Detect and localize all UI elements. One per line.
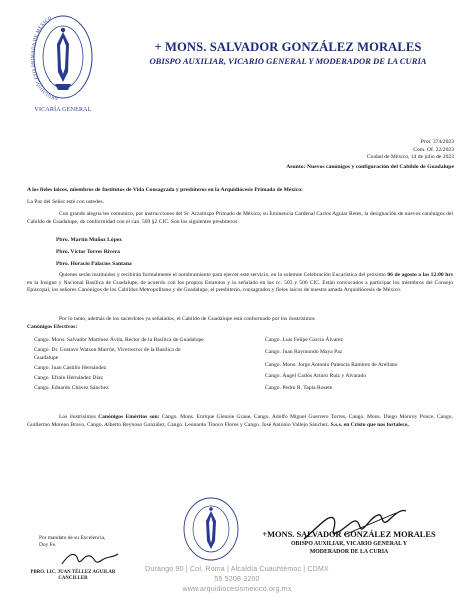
- addressee: A los fieles laicos, miembros de Institutos de Vida Consagrada y presbíteros en la Arquidiócesis Primada de México:: [27, 187, 303, 193]
- paragraph-designation: Con grande alegría les comunico, por instrucciones del Sr. Arzobispo Primado de México, su Eminencia Cardenal Carlos Aguiar Retes, la designación de nuevos canónigos del Cabildo de Guadalupe, de conformidad con el can. 509 §2 CIC. Son los siguientes presbíteros:: [27, 211, 453, 225]
- mandate-line: Por mandato de su Excelencia,: [39, 535, 106, 541]
- paragraph-ceremony: [27, 272, 453, 295]
- letterhead-subtitle: OBISPO AUXILIAR, VICARIO GENERAL Y MODERADOR DE LA CURIA: [149, 56, 427, 66]
- place-date: Ciudad de México, 14 de julio de 2023: [366, 154, 454, 161]
- seal-caption: VICARÍA GENERAL: [34, 107, 92, 113]
- emeritus-heading: Canónigos Eméritos son:: [98, 414, 160, 420]
- list-item: Pbro. Víctor Torres Rivera: [56, 249, 120, 255]
- chancellor-block: [28, 570, 118, 582]
- list-item: Cango. Mons. Jorge Antonio Palencia Ramírez de Arellano: [265, 361, 398, 368]
- archdiocese-seal-icon: [30, 10, 96, 106]
- effective-canons-heading: Canónigos Efectivos:: [27, 323, 78, 330]
- list-item: Cango. Ángel Carlos Arturo Ruiz y Alvarado: [265, 372, 367, 379]
- signer-name: +MONS. SALVADOR GONZÁLEZ MORALES: [262, 530, 436, 539]
- list-item: Cango. Pedro R. Tapia Rosete: [265, 385, 333, 392]
- footer-address: Durango 90 | Col. Roma | Alcaldía Cuauhtémoc | CDMX: [145, 566, 329, 573]
- paragraph-emeritus: [27, 414, 453, 429]
- signature-scribble-icon: [300, 505, 410, 545]
- effective-canons-right: [265, 337, 445, 392]
- ceremony-text-c: en la Insigne y Nacional Basílica de Guadalupe, de acuerdo con los propios Estatutos y lo señalado en los cc. 503 y 506 CIC. Están convocados a participar los miembros del Consejo Episcopal, los señores Canónigos de los Cabildos Metropolitano y de Guadalupe, el presbiterio, consagrados y fieles laicos de nuestra amada Arquidiócesis de México.: [27, 279, 453, 293]
- emeritus-names: Cango. Mons. Enrique Glennie Graue, Cango. Adolfo Miguel Guerrero Torres, Cango. Mons. Diego Monroy Ponce, Cango. Guillermo Moreno Bravo, Cango. Alberto Reynoso González, Cango. Leonardo Tinoco Flores y Cango. José Antonio Vallejo Sánchez.: [27, 414, 454, 428]
- emeritus-intro: Los ilustrísimos: [59, 414, 99, 420]
- letterhead-title: + MONS. SALVADOR GONZÁLEZ MORALES: [154, 40, 422, 54]
- seal-ring-text: ARQUIDIÓCESIS PRIMADA DE MÉXICO: [30, 14, 59, 102]
- list-item: Pbro. Martín Muñoz López: [56, 237, 122, 243]
- signer-title-line2: MODERADOR DE LA CURIA: [309, 549, 389, 555]
- footer-website[interactable]: www.arquidiocesismexico.org.mx: [182, 586, 292, 593]
- footer-phone: 55 5208 3200: [214, 576, 260, 583]
- reference-block: [367, 139, 454, 162]
- new-canons-list: [56, 234, 256, 270]
- prot-number: Prot. 374/2023: [420, 139, 454, 145]
- effective-canons-left: [34, 337, 204, 393]
- greeting: La Paz del Señor esté con ustedes.: [27, 199, 104, 205]
- archdiocese-footer-seal-icon: [180, 495, 242, 567]
- list-item: Pbro. Horacio Palacios Santana: [56, 261, 132, 267]
- list-item: Cango. Juan Raymundo Maya Paz: [265, 349, 343, 356]
- com-number: Com. Of. 22/2023: [413, 146, 454, 153]
- list-item: Cango. Luis Felipe García Álvarez: [265, 337, 344, 343]
- list-item: Cango. Juan Castillo Hernández: [34, 364, 107, 371]
- list-item: Cango. Efraín Hernández Díaz: [34, 375, 103, 382]
- list-item: Cango. Dr. Gustavo Watson Marrón, Vicerrector de la Basílica de Guadalupe: [34, 347, 181, 361]
- ceremony-text-a: Quienes serán instituidos y recibirán formalmente el nombramiento para ejercer este servicio, en la solemne Celebración Eucarística del próximo: [59, 272, 388, 278]
- faith-line: Doy Fe.: [39, 542, 57, 548]
- ceremony-date: 06 de agosto a las 12:00 hrs: [387, 272, 453, 278]
- list-item: Cango. Eduardo Chávez Sánchez: [34, 385, 109, 392]
- chancellor-name: PBRO. LIC. JUAN TÉLLEZ AGUILAR: [30, 570, 116, 575]
- chancellor-title: CANCILLER: [58, 576, 88, 581]
- subject-line: Asunto: Nuevos canónigos y configuración del Cabildo de Guadalupe: [286, 164, 454, 170]
- closing: S.s.s. en Cristo que nos fortalece,: [330, 421, 409, 428]
- paragraph-chapter: [27, 316, 453, 331]
- list-item: Cango. Mons. Salvador Martínez Ávila, Rector de la Basílica de Guadalupe: [34, 337, 204, 343]
- signer-title-line1: OBISPO AUXILIAR, VICARIO GENERAL Y: [290, 541, 408, 547]
- chapter-text: Por lo tanto, además de los sacerdotes ya señalados, el Cabildo de Guadalupe está conformado por los ilustrísimos: [59, 316, 315, 322]
